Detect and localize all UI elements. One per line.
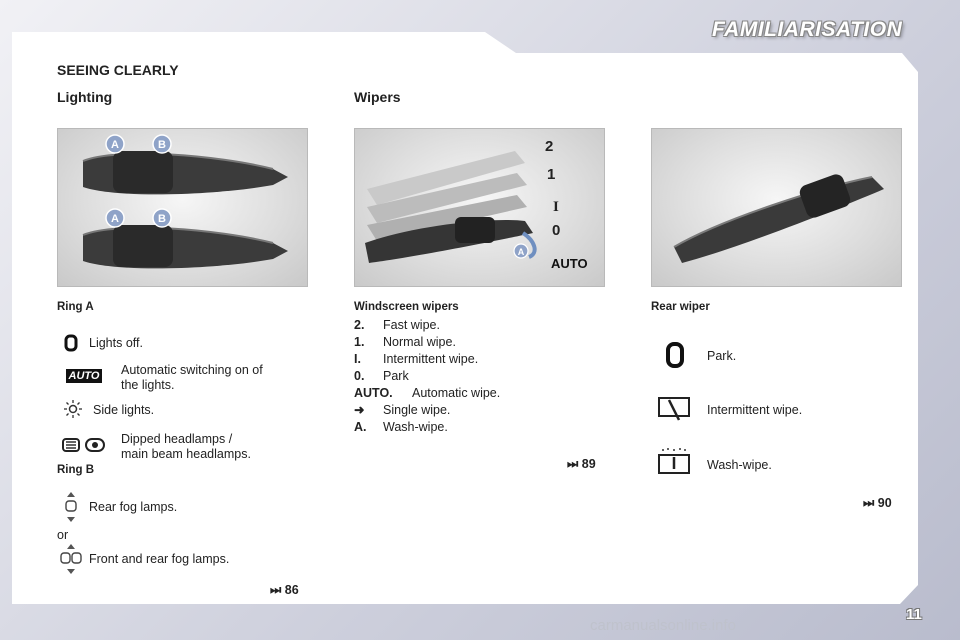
fast-forward-icon: ⏭	[567, 457, 579, 471]
headlamps-icon	[62, 436, 106, 454]
ref-90-number: 90	[877, 496, 892, 510]
windscreen-wiper-photo	[354, 128, 605, 287]
headlamps-text	[121, 432, 251, 462]
list-item-text: Automatic wipe.	[412, 386, 501, 400]
front-rear-fog-icon	[60, 544, 82, 574]
lighting-title: Lighting	[57, 89, 113, 105]
wiper-pos-2: 2	[545, 138, 554, 155]
section-title: SEEING CLEARLY	[57, 62, 179, 78]
wiper-pos-1: 1	[547, 166, 556, 183]
auto-lights-line1: Automatic switching on of	[121, 363, 263, 377]
list-item-key: AUTO.	[354, 386, 393, 400]
ref-86[interactable]	[270, 583, 299, 598]
list-item	[354, 420, 500, 437]
wash-wipe-icon	[657, 447, 691, 479]
side-lights-text: Side lights.	[93, 403, 155, 417]
list-item-text: Single wipe.	[383, 403, 451, 417]
headlamps-line1: Dipped headlamps /	[121, 432, 233, 446]
list-item	[354, 335, 500, 352]
list-item-key: 2.	[354, 318, 365, 332]
side-lights-icon	[64, 400, 82, 418]
list-item-text: Intermittent wipe.	[383, 352, 479, 366]
windscreen-wipers-heading: Windscreen wipers	[354, 301, 459, 313]
ring-b-heading: Ring B	[57, 464, 95, 476]
list-item	[354, 352, 500, 369]
wash-wipe-label: A	[517, 247, 525, 257]
list-item	[354, 318, 500, 335]
ring-b-label: B	[158, 139, 166, 151]
list-item-text: Fast wipe.	[383, 318, 440, 332]
ref-90[interactable]	[863, 496, 892, 511]
rear-wiper-photo	[651, 128, 902, 287]
front-rear-fog-text: Front and rear fog lamps.	[89, 552, 230, 566]
list-item	[354, 403, 500, 420]
headlamps-line2: main beam headlamps.	[121, 447, 251, 461]
wiper-pos-intermittent: I	[553, 199, 559, 215]
wiper-pos-auto: AUTO	[551, 256, 588, 271]
lighting-stalk-photo	[57, 128, 308, 287]
list-item-key: A.	[354, 420, 367, 434]
rear-wiper-heading: Rear wiper	[651, 301, 710, 313]
ref-89-number: 89	[581, 457, 596, 471]
list-item-key: I.	[354, 352, 361, 366]
page-number: 11	[906, 606, 922, 623]
list-item-key: 0.	[354, 369, 365, 383]
wiper-pos-0: 0	[552, 222, 561, 239]
lights-off-text: Lights off.	[89, 336, 143, 350]
fast-forward-icon: ⏭	[863, 496, 875, 510]
rear-fog-text: Rear fog lamps.	[89, 500, 178, 514]
rear-fog-icon	[64, 492, 78, 522]
fast-forward-icon: ⏭	[270, 583, 282, 597]
lights-off-icon	[64, 334, 78, 352]
list-item-text: Normal wipe.	[383, 335, 456, 349]
single-wipe-arrow-icon: ➜	[354, 403, 365, 417]
list-item-key: 1.	[354, 335, 365, 349]
windscreen-wipers-list	[354, 318, 500, 437]
wipers-title: Wipers	[354, 89, 401, 105]
lighting-stalk-illustration	[58, 129, 308, 287]
ring-a-heading: Ring A	[57, 301, 94, 313]
rear-intermittent-text: Intermittent wipe.	[707, 403, 803, 417]
rear-wash-wipe-text: Wash-wipe.	[707, 458, 772, 472]
section-banner: FAMILIARISATION	[712, 18, 903, 41]
list-item-text: Wash-wipe.	[383, 420, 448, 434]
list-item	[354, 386, 500, 403]
list-item	[354, 369, 500, 386]
intermittent-wipe-icon	[657, 396, 691, 422]
ref-89[interactable]	[567, 457, 596, 472]
park-icon	[665, 341, 685, 369]
ring-b-label: B	[158, 213, 166, 225]
ref-86-number: 86	[284, 583, 299, 597]
rear-wiper-illustration	[652, 129, 902, 287]
list-item-text: Park	[383, 369, 409, 383]
ring-a-label: A	[111, 139, 119, 151]
auto-icon: AUTO	[66, 369, 102, 383]
auto-lights-line2: the lights.	[121, 378, 175, 392]
rear-park-text: Park.	[707, 349, 737, 363]
or-text: or	[57, 528, 69, 542]
ring-a-label: A	[111, 213, 119, 225]
watermark: carmanualsonline.info	[590, 617, 736, 634]
auto-lights-text	[121, 363, 263, 393]
windscreen-wiper-illustration	[355, 129, 605, 287]
